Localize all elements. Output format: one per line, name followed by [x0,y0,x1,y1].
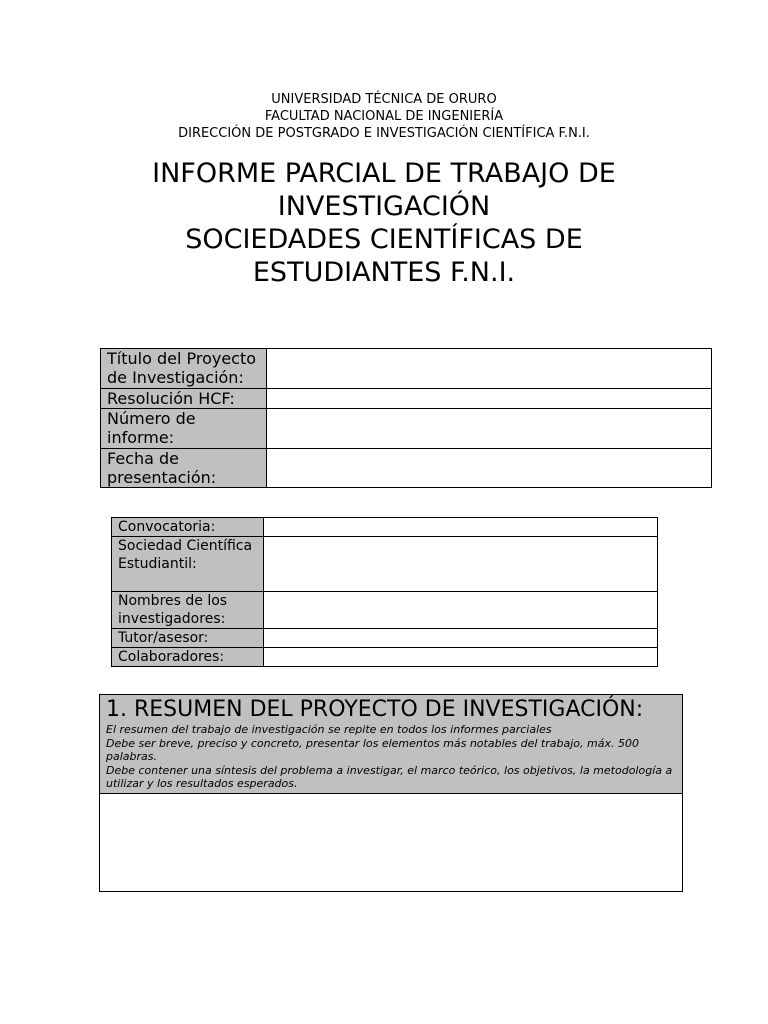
project-title-field[interactable] [267,349,712,389]
tutor-label: Tutor/asesor: [112,629,264,648]
table-row [101,389,712,409]
table-row [112,592,658,629]
summary-body-field[interactable] [100,793,683,891]
call-field[interactable] [264,518,658,537]
summary-note-3: Debe contener una síntesis del problema a investigar, el marco teórico, los objetivos, la metodología a utilizar y los resultados esperados. [106,763,673,790]
title-line-2: INVESTIGACIÓN [277,191,491,222]
table-row [112,629,658,648]
collaborators-label: Colaboradores: [112,648,264,667]
table-row [100,793,683,891]
table-row [101,349,712,389]
table-row [112,648,658,667]
society-label: Sociedad Científica Estudiantil: [112,537,264,592]
resolution-field[interactable] [267,389,712,409]
submission-date-field[interactable] [267,449,712,488]
tutor-field[interactable] [264,629,658,648]
table-row [101,449,712,488]
call-label: Convocatoria: [112,518,264,537]
document-header [0,91,768,142]
title-line-4: ESTUDIANTES F.N.I. [252,257,516,288]
report-number-field[interactable] [267,409,712,449]
table-row [112,518,658,537]
submission-date-label: Fecha de presentación: [101,449,267,488]
summary-header-cell [100,695,683,794]
researchers-label: Nombres de los investigadores: [112,592,264,629]
report-number-label: Número de informe: [101,409,267,449]
summary-note-1: El resumen del trabajo de investigación se repite en todos los informes parciales [106,723,552,736]
university-name: UNIVERSIDAD TÉCNICA DE ORURO [271,92,497,107]
resolution-label: Resolución HCF: [101,389,267,409]
document-title [0,157,768,289]
summary-note-2: Debe ser breve, preciso y concreto, presentar los elementos más notables del trabajo, máx. 500 palabras. [106,736,639,763]
researchers-field[interactable] [264,592,658,629]
summary-section-table [99,694,683,892]
faculty-name: FACULTAD NACIONAL DE INGENIERÍA [264,109,504,124]
society-info-table [111,517,658,667]
collaborators-field[interactable] [264,648,658,667]
table-row [100,695,683,794]
table-row [101,409,712,449]
title-line-3: SOCIEDADES CIENTÍFICAS DE [185,224,583,255]
project-title-label: Título del Proyecto de Investigación: [101,349,267,389]
society-field[interactable] [264,537,658,592]
title-line-1: INFORME PARCIAL DE TRABAJO DE [152,158,616,189]
table-row [112,537,658,592]
summary-heading: 1. RESUMEN DEL PROYECTO DE INVESTIGACIÓN: [106,697,644,722]
directorate-name: DIRECCIÓN DE POSTGRADO E INVESTIGACIÓN CIENTÍFICA F.N.I. [178,126,590,141]
project-info-table [100,348,712,488]
